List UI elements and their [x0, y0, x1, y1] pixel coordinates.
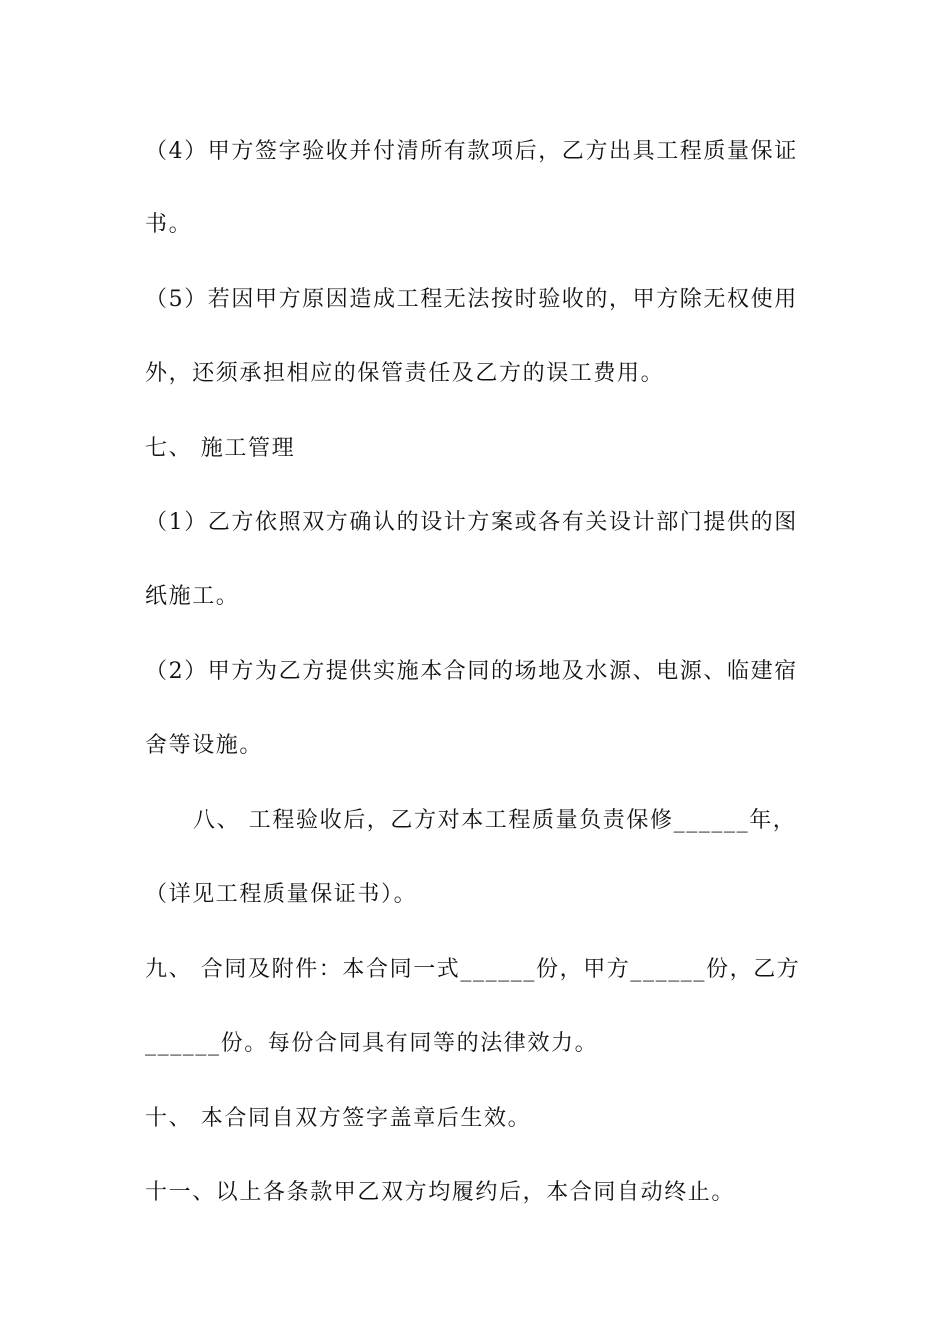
clause-7-2-line-2: 舍等设施。 [145, 733, 264, 758]
clause-7-1-line-2: 纸施工。 [145, 584, 240, 609]
section-8-line-2: （详见工程质量保证书）。 [145, 882, 418, 907]
clause-7-1-line-1: （1）乙方依照双方确认的设计方案或各有关设计部门提供的图 [145, 510, 798, 535]
clause-6-5-line-2: 外，还须承担相应的保管责任及乙方的误工费用。 [145, 361, 665, 386]
clause-6-4-line-2: 书。 [145, 212, 193, 237]
section-7-heading: 七、 施工管理 [145, 436, 296, 461]
section-9-line-2: ______份。每份合同具有同等的法律效力。 [145, 1031, 599, 1056]
section-9-line-1: 九、 合同及附件：本合同一式______份，甲方______份，乙方 [145, 957, 801, 982]
clause-7-2-line-1: （2）甲方为乙方提供实施本合同的场地及水源、电源、临建宿 [145, 659, 798, 684]
clause-6-5-line-1: （5）若因甲方原因造成工程无法按时验收的，甲方除无权使用 [145, 287, 798, 312]
section-10-line: 十、 本合同自双方签字盖章后生效。 [145, 1106, 532, 1131]
section-8-line-1: 八、 工程验收后，乙方对本工程质量负责保修______年， [193, 808, 797, 833]
section-11-line: 十一、以上各条款甲乙双方均履约后，本合同自动终止。 [145, 1180, 736, 1205]
clause-6-4-line-1: （4）甲方签字验收并付清所有款项后，乙方出具工程质量保证 [145, 139, 798, 164]
